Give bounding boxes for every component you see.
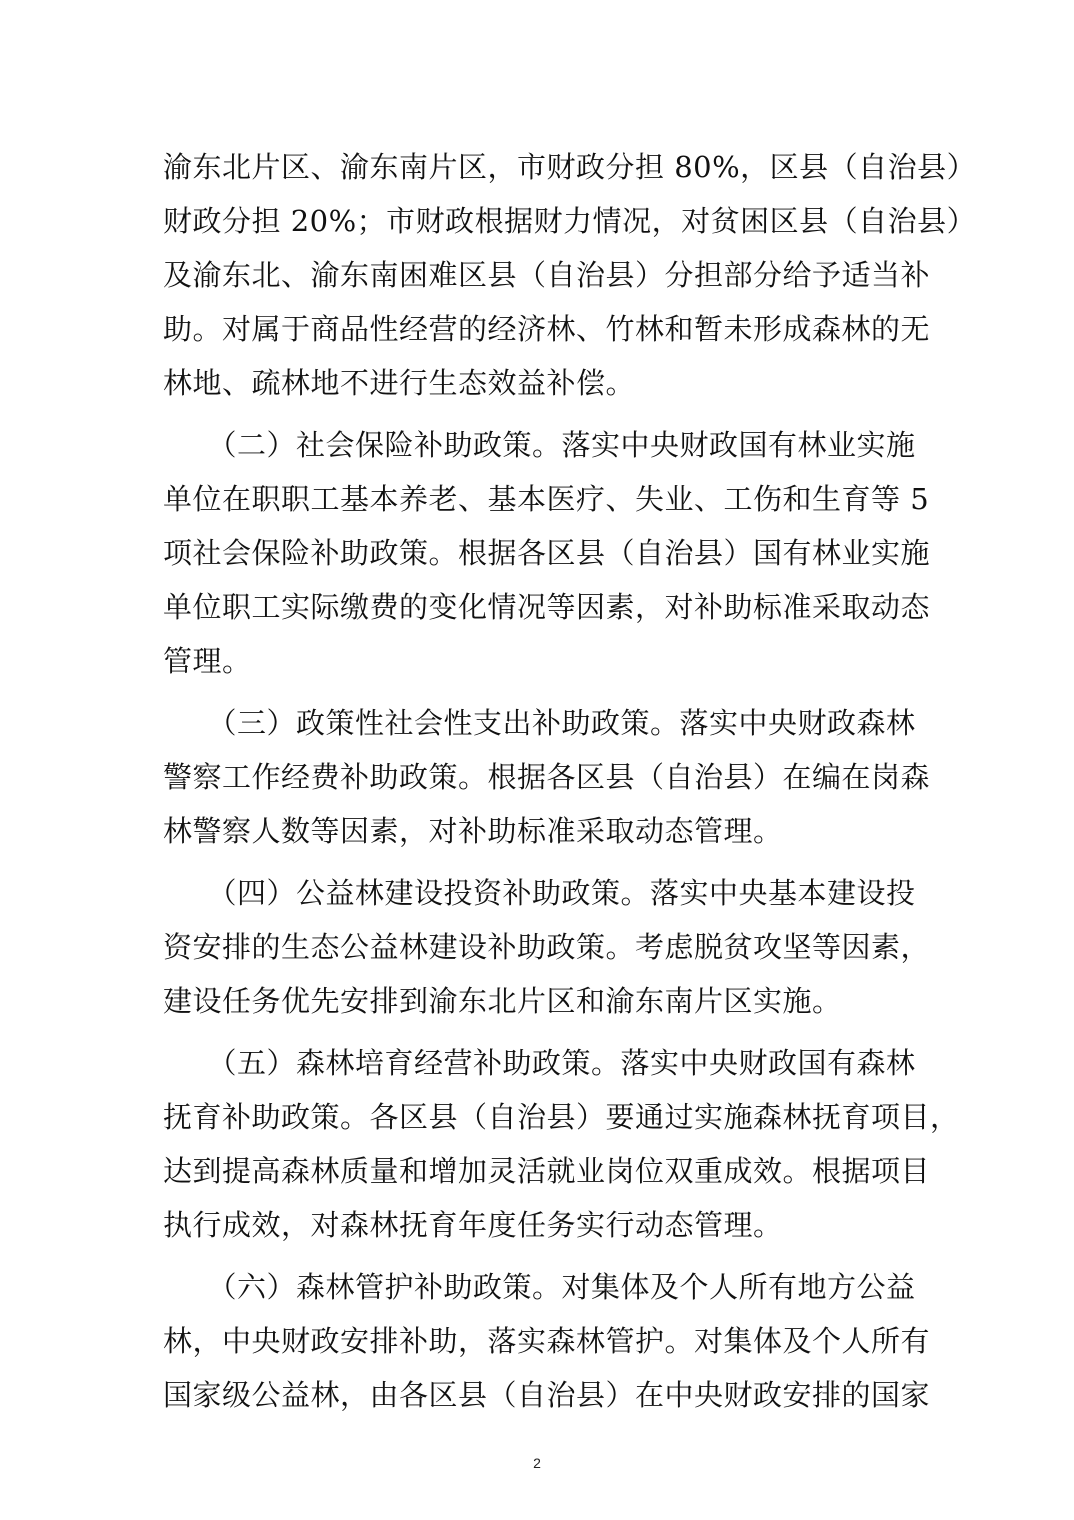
- text-line: 及渝东北、渝东南困难区县（自治县）分担部分给予适当补: [163, 258, 931, 292]
- text-line: 管理。: [163, 644, 252, 678]
- text-line: 林警察人数等因素，对补助标准采取动态管理。: [163, 814, 783, 848]
- text-line: 林，中央财政安排补助，落实森林管护。对集体及个人所有: [163, 1324, 931, 1358]
- text-line: 单位在职职工基本养老、基本医疗、失业、工伤和生育等 5: [163, 482, 930, 516]
- paragraph: [163, 140, 977, 410]
- text-line: （四）公益林建设投资补助政策。落实中央基本建设投: [163, 876, 916, 910]
- text-line: 财政分担 20%；市财政根据财力情况，对贫困区县（自治县）: [163, 204, 977, 238]
- text-line: （二）社会保险补助政策。落实中央财政国有林业实施: [163, 428, 916, 462]
- text-line: 执行成效，对森林抚育年度任务实行动态管理。: [163, 1208, 783, 1242]
- text-line: （五）森林培育经营补助政策。落实中央财政国有森林: [163, 1046, 916, 1080]
- paragraph-gap: [163, 1028, 915, 1036]
- paragraph: [163, 696, 931, 858]
- text-line: 建设任务优先安排到渝东北片区和渝东南片区实施。: [163, 984, 842, 1018]
- text-line: 单位职工实际缴费的变化情况等因素，对补助标准采取动态: [163, 590, 931, 624]
- text-line: 国家级公益林，由各区县（自治县）在中央财政安排的国家: [163, 1378, 931, 1412]
- text-line: 资安排的生态公益林建设补助政策。考虑脱贫攻坚等因素，: [163, 930, 931, 964]
- paragraph: [163, 1260, 931, 1422]
- paragraph: [163, 1036, 960, 1252]
- text-line: 林地、疏林地不进行生态效益补偿。: [163, 366, 636, 400]
- body-text: [163, 140, 977, 1422]
- paragraph: [163, 866, 931, 1028]
- text-line: 助。对属于商品性经营的经济林、竹林和暂未形成森林的无: [163, 312, 931, 346]
- text-line: 达到提高森林质量和增加灵活就业岗位双重成效。根据项目: [163, 1154, 931, 1188]
- paragraph-gap: [163, 688, 915, 696]
- text-line: 警察工作经费补助政策。根据各区县（自治县）在编在岗森: [163, 760, 931, 794]
- text-line: 渝东北片区、渝东南片区，市财政分担 80%，区县（自治县）: [163, 150, 977, 184]
- paragraph-gap: [163, 858, 915, 866]
- page-number: 2: [533, 1455, 541, 1471]
- text-line: （三）政策性社会性支出补助政策。落实中央财政森林: [163, 706, 916, 740]
- text-line: 项社会保险补助政策。根据各区县（自治县）国有林业实施: [163, 536, 931, 570]
- text-line: 抚育补助政策。各区县（自治县）要通过实施森林抚育项目，: [163, 1100, 960, 1134]
- paragraph-gap: [163, 1252, 915, 1260]
- paragraph: [163, 418, 931, 688]
- text-line: （六）森林管护补助政策。对集体及个人所有地方公益: [163, 1270, 916, 1304]
- paragraph-gap: [163, 410, 915, 418]
